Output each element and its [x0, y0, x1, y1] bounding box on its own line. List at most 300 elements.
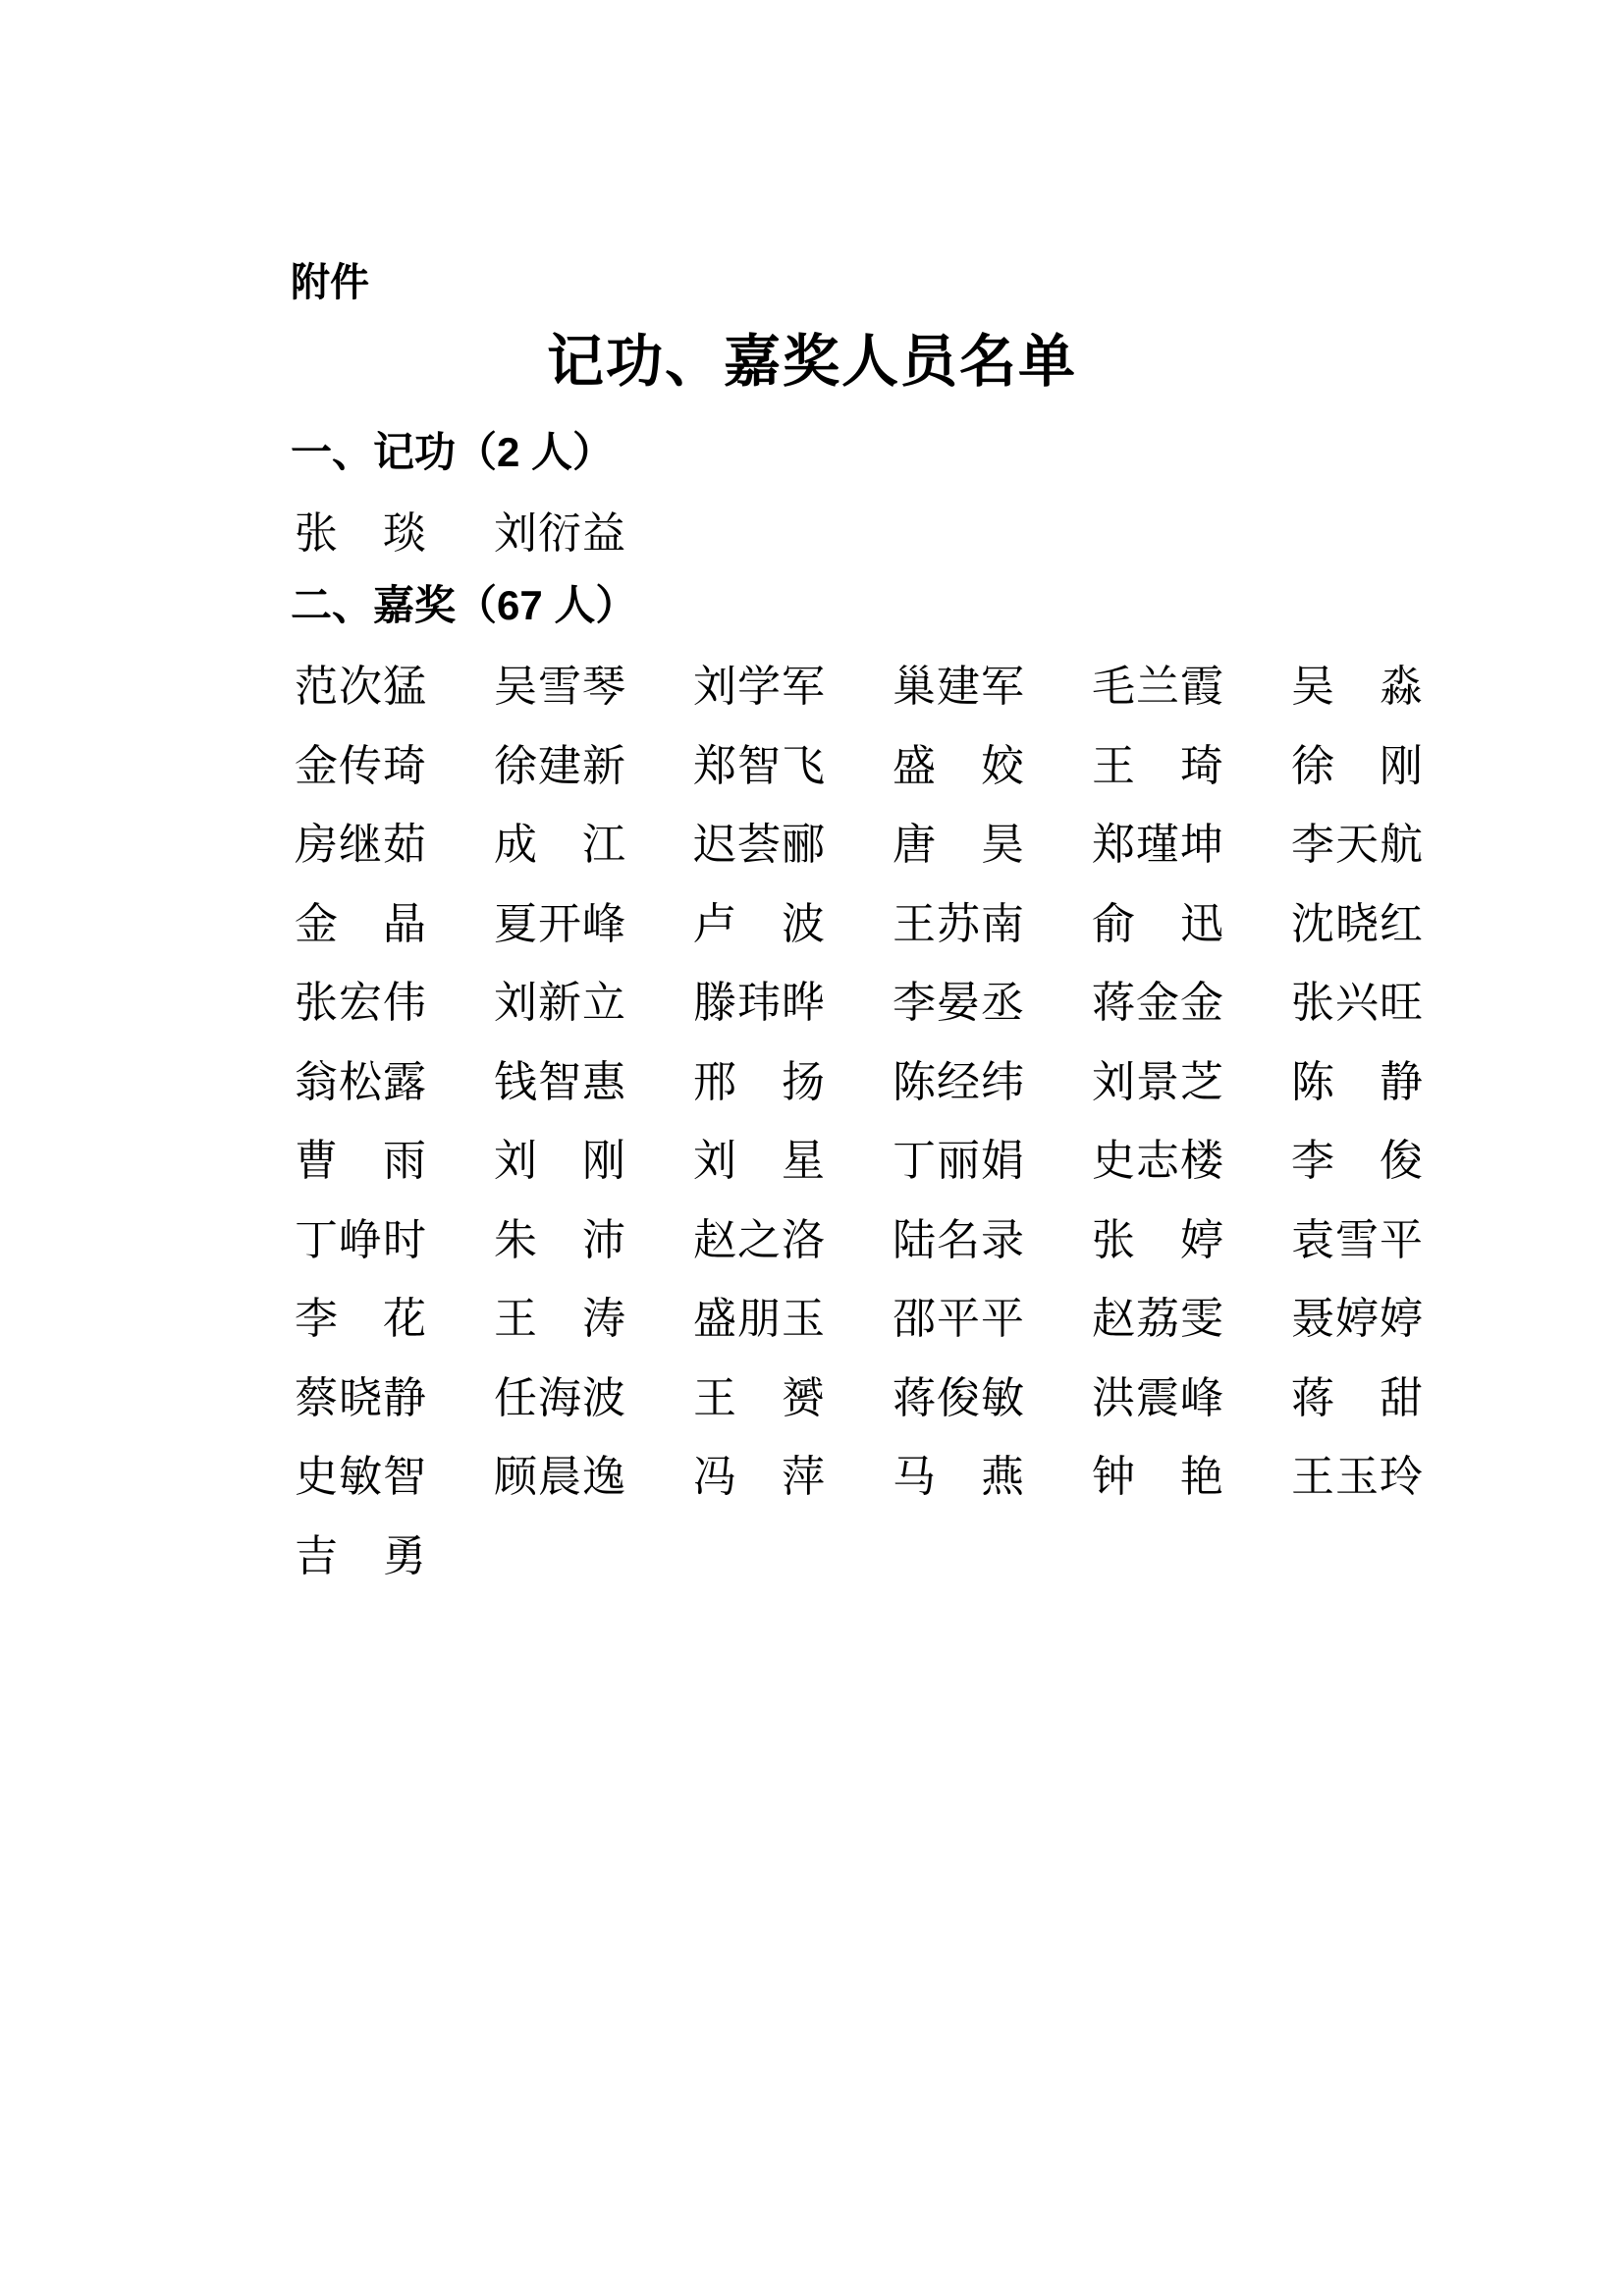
person-name-char: 立 — [582, 979, 625, 1028]
person-name-char: 宏 — [339, 979, 382, 1028]
person-name-char: 雯 — [1180, 1295, 1223, 1344]
person-name-char: 晶 — [383, 899, 426, 948]
person-name-char: 刚 — [1380, 741, 1423, 790]
person-name-char: 苏 — [937, 899, 980, 948]
person-name-char: 江 — [582, 821, 625, 870]
person-name-char: 松 — [339, 1057, 382, 1106]
commendation-names-grid — [295, 648, 1490, 1596]
person-name-char: 沈 — [1291, 899, 1334, 948]
person-name-char: 钟 — [1092, 1453, 1135, 1502]
person-name-char: 郦 — [782, 821, 825, 870]
name-cell — [494, 885, 693, 965]
person-name-char: 吴 — [494, 663, 537, 712]
person-name — [893, 1138, 1024, 1185]
person-name-char: 徐 — [1291, 741, 1334, 790]
person-name-char: 楼 — [1180, 1137, 1223, 1186]
name-cell — [1291, 1122, 1490, 1201]
person-name-char: 李 — [1291, 821, 1334, 870]
person-name-char: 敏 — [339, 1453, 382, 1502]
name-cell — [893, 806, 1092, 885]
person-name-char: 滕 — [693, 979, 736, 1028]
person-name-char: 房 — [295, 821, 338, 870]
person-name-char: 婷 — [1180, 1215, 1223, 1264]
person-name — [494, 1454, 625, 1501]
person-name-char: 李 — [893, 979, 936, 1028]
person-name — [893, 980, 1024, 1027]
person-name-char: 盛 — [693, 1295, 736, 1344]
person-name-char: 琦 — [383, 741, 426, 790]
person-name-char: 俊 — [1380, 1137, 1423, 1186]
name-cell — [1092, 1280, 1291, 1360]
person-name-char: 刘 — [693, 663, 736, 712]
person-name — [295, 1454, 426, 1501]
name-cell — [693, 885, 893, 965]
person-name-char: 钱 — [494, 1057, 537, 1106]
person-name-char: 俊 — [937, 1373, 980, 1422]
name-cell — [1291, 1201, 1490, 1281]
person-name — [494, 510, 625, 558]
person-name-char: 邵 — [893, 1295, 936, 1344]
person-name-char: 丁 — [893, 1137, 936, 1186]
name-cell — [1092, 1360, 1291, 1439]
name-cell — [494, 964, 693, 1043]
name-cell — [893, 1360, 1092, 1439]
person-name-char: 芝 — [1180, 1057, 1223, 1106]
person-name-char: 录 — [981, 1215, 1024, 1264]
person-name-char: 郑 — [1092, 821, 1135, 870]
person-name — [1092, 1138, 1223, 1185]
name-cell — [1291, 1360, 1490, 1439]
person-name — [693, 1217, 825, 1264]
person-name — [1291, 1059, 1423, 1106]
name-cell — [1291, 648, 1490, 727]
person-name — [1291, 664, 1423, 711]
person-name-char: 昊 — [981, 821, 1024, 870]
person-name-char: 王 — [693, 1373, 736, 1422]
person-name-char: 玮 — [737, 979, 781, 1028]
name-cell — [1291, 885, 1490, 965]
person-name-char: 范 — [295, 663, 338, 712]
name-cell — [693, 1280, 893, 1360]
person-name-char: 刘 — [494, 1137, 537, 1186]
person-name — [295, 822, 426, 869]
person-name-char: 聂 — [1291, 1295, 1334, 1344]
person-name-char: 建 — [538, 741, 581, 790]
person-name-char: 雨 — [383, 1137, 426, 1186]
person-name — [1092, 1375, 1223, 1422]
person-name-char: 马 — [893, 1453, 936, 1502]
person-name-char: 军 — [981, 663, 1024, 712]
person-name — [693, 822, 825, 869]
name-cell — [693, 648, 893, 727]
name-cell — [693, 1122, 893, 1201]
person-name-char: 飞 — [782, 741, 825, 790]
person-name-char: 继 — [339, 821, 382, 870]
person-name-char: 洛 — [782, 1215, 825, 1264]
person-name-char: 蒋 — [893, 1373, 936, 1422]
person-name-char: 传 — [339, 741, 382, 790]
person-name — [893, 1296, 1024, 1343]
person-name-char: 琦 — [1180, 741, 1223, 790]
person-name — [295, 1217, 426, 1264]
person-name-char: 刚 — [582, 1137, 625, 1186]
person-name-char: 陈 — [893, 1057, 936, 1106]
person-name-char: 卢 — [693, 899, 736, 948]
person-name-char: 萍 — [782, 1453, 825, 1502]
person-name — [893, 1217, 1024, 1264]
person-name-char: 迅 — [1180, 899, 1223, 948]
person-name-char: 荟 — [737, 821, 781, 870]
person-name-char: 衍 — [538, 509, 581, 559]
person-name-char: 益 — [582, 509, 625, 559]
person-name-char: 波 — [582, 1373, 625, 1422]
person-name-char: 唐 — [893, 821, 936, 870]
person-name-char: 晓 — [339, 1373, 382, 1422]
person-name-char: 勇 — [383, 1531, 426, 1580]
person-name-char: 平 — [1380, 1215, 1423, 1264]
person-name-char: 兰 — [1136, 663, 1179, 712]
person-name-char: 星 — [782, 1137, 825, 1186]
name-cell — [494, 727, 693, 807]
person-name — [1092, 664, 1223, 711]
person-name-char: 兴 — [1335, 979, 1379, 1028]
name-cell — [1291, 964, 1490, 1043]
person-name-char: 琴 — [582, 663, 625, 712]
name-cell — [893, 885, 1092, 965]
person-name — [1291, 1296, 1423, 1343]
person-name-char: 雪 — [1335, 1215, 1379, 1264]
person-name — [1291, 1454, 1423, 1501]
person-name-char: 赟 — [782, 1373, 825, 1422]
person-name-char: 智 — [737, 741, 781, 790]
name-cell — [1291, 1280, 1490, 1360]
name-cell — [893, 1043, 1092, 1123]
person-name — [1291, 1217, 1423, 1264]
name-cell — [295, 1518, 494, 1597]
person-name — [295, 664, 426, 711]
person-name — [893, 743, 1024, 790]
person-name-char: 朋 — [737, 1295, 781, 1344]
name-cell — [693, 806, 893, 885]
person-name-char: 智 — [383, 1453, 426, 1502]
person-name-char: 丁 — [295, 1215, 338, 1264]
person-name — [494, 1375, 625, 1422]
name-cell — [295, 1360, 494, 1439]
person-name — [893, 1059, 1024, 1106]
person-name-char: 学 — [737, 663, 781, 712]
person-name-char: 燕 — [981, 1453, 1024, 1502]
person-name — [295, 1375, 426, 1422]
person-name-char: 伟 — [383, 979, 426, 1028]
person-name-char: 新 — [538, 979, 581, 1028]
name-cell — [693, 727, 893, 807]
name-cell — [494, 1201, 693, 1281]
name-cell — [295, 1280, 494, 1360]
person-name — [494, 1217, 625, 1264]
name-cell — [693, 964, 893, 1043]
person-name-char: 吉 — [295, 1531, 338, 1580]
person-name — [494, 822, 625, 869]
name-cell — [295, 1122, 494, 1201]
name-cell — [295, 1438, 494, 1518]
person-name-char: 巢 — [893, 663, 936, 712]
name-cell — [893, 1280, 1092, 1360]
name-cell — [693, 1043, 893, 1123]
person-name-char: 王 — [893, 899, 936, 948]
section-heading-merit: 一、记功（2 人） — [291, 429, 615, 475]
person-name-char: 晓 — [1335, 899, 1379, 948]
person-name-char: 之 — [737, 1215, 781, 1264]
attachment-label: 附件 — [291, 261, 369, 304]
person-name-char: 平 — [981, 1295, 1024, 1344]
person-name-char: 猛 — [383, 663, 426, 712]
person-name-char: 张 — [295, 979, 338, 1028]
person-name-char: 丽 — [937, 1137, 980, 1186]
person-name-char: 惠 — [582, 1057, 625, 1106]
name-cell — [494, 1360, 693, 1439]
person-name-char: 赵 — [693, 1215, 736, 1264]
person-name — [693, 901, 825, 948]
person-name — [693, 980, 825, 1027]
person-name — [693, 1375, 825, 1422]
person-name — [1291, 901, 1423, 948]
person-name-char: 静 — [1380, 1057, 1423, 1106]
name-cell — [1291, 1438, 1490, 1518]
person-name — [494, 664, 625, 711]
person-name-char: 夏 — [494, 899, 537, 948]
person-name-char: 蒋 — [1291, 1373, 1334, 1422]
person-name — [1092, 1217, 1223, 1264]
person-name — [494, 980, 625, 1027]
name-cell — [1092, 1201, 1291, 1281]
person-name — [1092, 901, 1223, 948]
name-cell — [295, 1043, 494, 1123]
person-name-char: 刘 — [494, 979, 537, 1028]
person-name-char: 景 — [1136, 1057, 1179, 1106]
person-name-char: 沛 — [582, 1215, 625, 1264]
person-name-char: 雪 — [538, 663, 581, 712]
person-name — [1291, 743, 1423, 790]
person-name — [893, 901, 1024, 948]
person-name — [494, 1296, 625, 1343]
name-cell — [1291, 806, 1490, 885]
person-name-char: 红 — [1380, 899, 1423, 948]
person-name-char: 娟 — [981, 1137, 1024, 1186]
name-cell — [295, 964, 494, 1043]
person-name-char: 赵 — [1092, 1295, 1135, 1344]
person-name-char: 陈 — [1291, 1057, 1334, 1106]
person-name-char: 袁 — [1291, 1215, 1334, 1264]
person-name-char: 王 — [1291, 1453, 1334, 1502]
person-name-char: 刘 — [1092, 1057, 1135, 1106]
name-cell — [893, 1201, 1092, 1281]
person-name-char: 霞 — [1180, 663, 1223, 712]
person-name — [295, 1059, 426, 1106]
name-cell — [893, 648, 1092, 727]
name-cell — [494, 1438, 693, 1518]
person-name — [494, 1138, 625, 1185]
name-cell — [693, 1201, 893, 1281]
person-name-char: 旺 — [1380, 979, 1423, 1028]
name-cell — [1291, 727, 1490, 807]
person-name — [295, 901, 426, 948]
name-cell — [1092, 1438, 1291, 1518]
name-cell — [1092, 964, 1291, 1043]
name-cell — [295, 1201, 494, 1281]
name-cell — [1092, 1043, 1291, 1123]
person-name-char: 扬 — [782, 1057, 825, 1106]
person-name-char: 新 — [582, 741, 625, 790]
person-name-char: 晔 — [782, 979, 825, 1028]
person-name — [893, 1454, 1024, 1501]
name-cell — [893, 1438, 1092, 1518]
name-cell — [1291, 1043, 1490, 1123]
person-name-char: 名 — [937, 1215, 980, 1264]
name-cell — [1092, 806, 1291, 885]
name-cell — [893, 727, 1092, 807]
person-name-char: 顾 — [494, 1453, 537, 1502]
name-cell — [295, 648, 494, 727]
person-name-char: 王 — [1092, 741, 1135, 790]
person-name-char: 吴 — [1291, 663, 1334, 712]
person-name — [693, 1138, 825, 1185]
person-name-char: 花 — [383, 1295, 426, 1344]
person-name-char: 波 — [782, 899, 825, 948]
person-name-char: 蔡 — [295, 1373, 338, 1422]
person-name-char: 郑 — [693, 741, 736, 790]
name-cell — [494, 495, 693, 574]
person-name-char: 静 — [383, 1373, 426, 1422]
person-name — [893, 1375, 1024, 1422]
person-name — [494, 901, 625, 948]
person-name-char: 露 — [383, 1057, 426, 1106]
person-name-char: 张 — [295, 509, 338, 559]
person-name — [693, 1454, 825, 1501]
person-name — [1291, 980, 1423, 1027]
person-name-char: 纬 — [981, 1057, 1024, 1106]
person-name-char: 金 — [1180, 979, 1223, 1028]
merit-names-row — [295, 495, 693, 574]
person-name-char: 李 — [1291, 1137, 1334, 1186]
person-name-char: 开 — [538, 899, 581, 948]
person-name-char: 成 — [494, 821, 537, 870]
person-name-char: 蒋 — [1092, 979, 1135, 1028]
name-cell — [494, 806, 693, 885]
person-name-char: 王 — [494, 1295, 537, 1344]
person-name — [295, 510, 426, 558]
person-name-char: 史 — [1092, 1137, 1135, 1186]
person-name-char: 史 — [295, 1453, 338, 1502]
person-name — [1092, 1454, 1223, 1501]
person-name-char: 逸 — [582, 1453, 625, 1502]
person-name-char: 航 — [1380, 821, 1423, 870]
person-name-char: 俞 — [1092, 899, 1135, 948]
name-cell — [295, 727, 494, 807]
person-name-char: 峰 — [582, 899, 625, 948]
name-cell — [295, 495, 494, 574]
person-name-char: 晏 — [937, 979, 980, 1028]
person-name — [295, 1533, 426, 1580]
name-cell — [295, 885, 494, 965]
person-name-char: 坤 — [1180, 821, 1223, 870]
person-name-char: 金 — [295, 899, 338, 948]
person-name-char: 涛 — [582, 1295, 625, 1344]
person-name-char: 晨 — [538, 1453, 581, 1502]
person-name-char: 荔 — [1136, 1295, 1179, 1344]
name-cell — [693, 1438, 893, 1518]
person-name — [693, 1059, 825, 1106]
person-name-char: 时 — [383, 1215, 426, 1264]
person-name-char: 玉 — [782, 1295, 825, 1344]
person-name — [1092, 822, 1223, 869]
person-name-char: 徐 — [494, 741, 537, 790]
person-name-char: 艳 — [1180, 1453, 1223, 1502]
person-name-char: 甜 — [1380, 1373, 1423, 1422]
person-name-char: 瑾 — [1136, 821, 1179, 870]
person-name-char: 震 — [1136, 1373, 1179, 1422]
person-name-char: 淼 — [1380, 663, 1423, 712]
person-name-char: 迟 — [693, 821, 736, 870]
person-name-char: 盛 — [893, 741, 936, 790]
person-name-char: 金 — [295, 741, 338, 790]
person-name-char: 金 — [1136, 979, 1179, 1028]
name-cell — [494, 1122, 693, 1201]
person-name-char: 李 — [295, 1295, 338, 1344]
person-name — [893, 664, 1024, 711]
person-name-char: 婷 — [1335, 1295, 1379, 1344]
name-cell — [494, 648, 693, 727]
person-name — [295, 743, 426, 790]
person-name — [893, 822, 1024, 869]
person-name-char: 翁 — [295, 1057, 338, 1106]
person-name-char: 朱 — [494, 1215, 537, 1264]
person-name-char: 任 — [494, 1373, 537, 1422]
name-cell — [893, 964, 1092, 1043]
person-name-char: 丞 — [981, 979, 1024, 1028]
person-name-char: 海 — [538, 1373, 581, 1422]
person-name — [494, 743, 625, 790]
person-name-char: 刘 — [494, 509, 537, 559]
name-cell — [494, 1043, 693, 1123]
person-name-char: 敏 — [981, 1373, 1024, 1422]
person-name-char: 军 — [782, 663, 825, 712]
person-name — [295, 1296, 426, 1343]
person-name-char: 张 — [1291, 979, 1334, 1028]
person-name-char: 玲 — [1380, 1453, 1423, 1502]
person-name-char: 陆 — [893, 1215, 936, 1264]
person-name — [1092, 980, 1223, 1027]
name-cell — [1092, 727, 1291, 807]
person-name — [295, 1138, 426, 1185]
person-name-char: 毛 — [1092, 663, 1135, 712]
person-name — [693, 743, 825, 790]
person-name — [494, 1059, 625, 1106]
name-cell — [893, 1122, 1092, 1201]
person-name — [1092, 1296, 1223, 1343]
person-name-char: 洪 — [1092, 1373, 1135, 1422]
person-name-char: 琰 — [383, 509, 426, 559]
person-name — [1092, 1059, 1223, 1106]
name-cell — [494, 1280, 693, 1360]
person-name-char: 冯 — [693, 1453, 736, 1502]
person-name — [1092, 743, 1223, 790]
person-name-char: 平 — [937, 1295, 980, 1344]
person-name-char: 经 — [937, 1057, 980, 1106]
person-name-char: 邢 — [693, 1057, 736, 1106]
person-name-char: 志 — [1136, 1137, 1179, 1186]
person-name-char: 婷 — [1380, 1295, 1423, 1344]
name-cell — [1092, 648, 1291, 727]
